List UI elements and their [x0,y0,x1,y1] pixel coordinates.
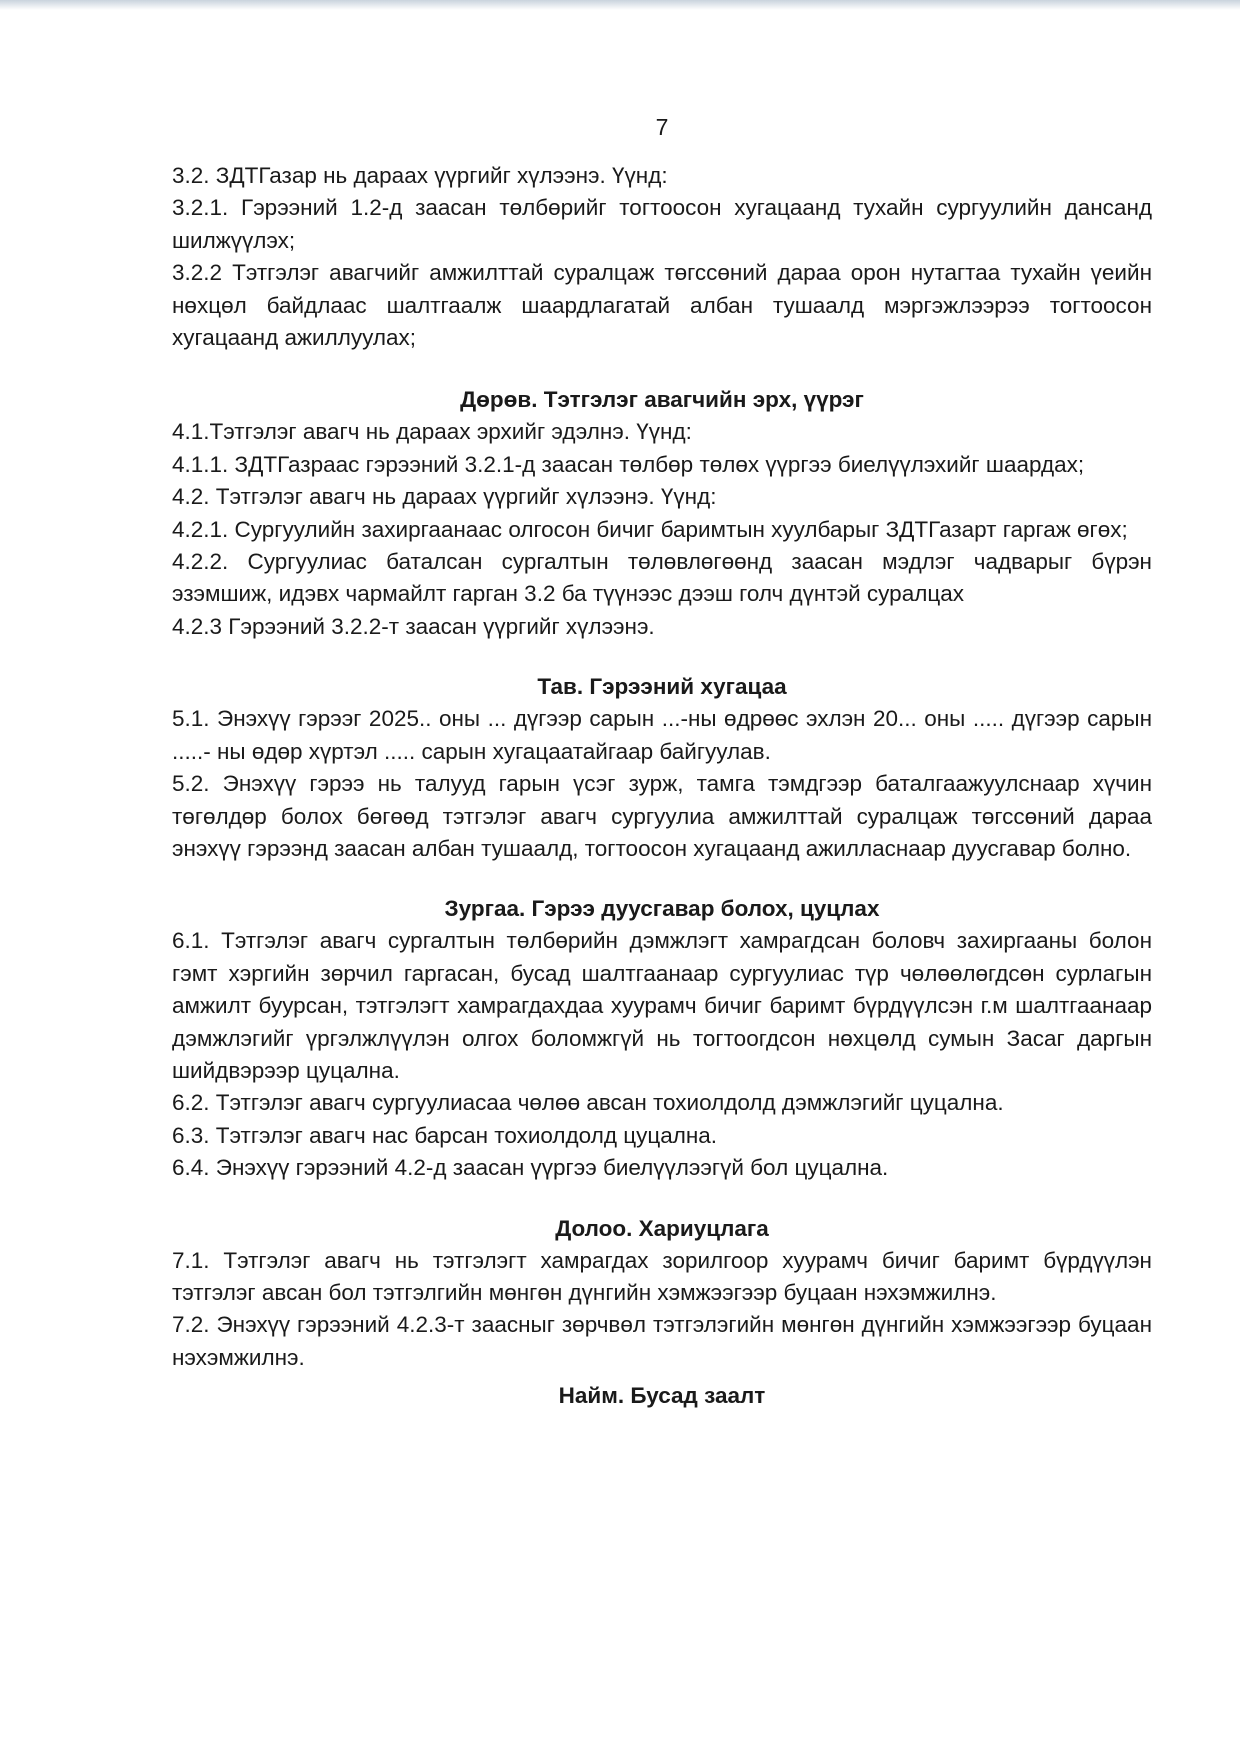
clause-4-2-3: 4.2.3 Гэрээний 3.2.2-т заасан үүргийг хүлээнэ. [172,613,655,639]
section-4 [172,384,1152,643]
clause-7-2: 7.2. Энэхүү гэрээний 4.2.3-т заасныг зөрчвөл тэтгэлэгийн мөнгөн дүнгийн хэмжээгээр буцаан нэхэмжилнэ. [172,1312,1152,1370]
clause-3-2-1: 3.2.1. Гэрээний 1.2-д заасан төлбөрийг тогтоосон хугацаанд тухайн сургуулийн дансанд шилжүүлэх; [172,195,1152,253]
clause-4-2-1: 4.2.1. Сургуулийн захиргаанаас олгосон бичиг баримтын хуулбарыг ЗДТГазарт гаргаж өгөх; [172,516,1128,542]
section-6-heading: Зургаа. Гэрээ дуусгавар болох, цуцлах [444,896,880,922]
section-7-heading: Долоо. Хариуцлага [555,1215,769,1241]
scan-edge [0,0,1240,10]
clause-6-2: 6.2. Тэтгэлэг авагч сургуулиасаа чөлөө авсан тохиолдолд дэмжлэгийг цуцална. [172,1090,1004,1116]
clause-6-4: 6.4. Энэхүү гэрээний 4.2-д заасан үүргээ биелүүлээгүй бол цуцална. [172,1155,889,1181]
section-7 [172,1213,1152,1375]
section-6 [172,893,1152,1184]
clause-7-1: 7.1. Тэтгэлэг авагч нь тэтгэлэгт хамрагдах зорилгоор хуурамч бичиг баримт бүрдүүлэн тэтгэлэг авсан бол тэтгэлгийн мөнгөн дүнгийн хэмжээгээр буцаан нэхэмжилнэ. [172,1247,1152,1305]
clause-5-1: 5.1. Энэхүү гэрээг 2025.. оны ... дүгээр сарын ...-ны өдрөөс эхлэн 20... оны ..... дүгээр сарын .....- ны өдөр хүртэл ..... сарын хугацаатайгаар байгуулав. [172,706,1152,764]
clause-4-2: 4.2. Тэтгэлэг авагч нь дараах үүргийг хүлээнэ. Үүнд: [172,484,717,510]
page-number: 7 [655,114,669,140]
clause-4-1-1: 4.1.1. ЗДТГазраас гэрээний 3.2.1-д заасан төлбөр төлөх үүргээ биелүүлэхийг шаардах; [172,451,1085,477]
document-page [172,112,1152,1412]
section-5-heading: Тав. Гэрээний хугацаа [537,674,787,700]
section-5 [172,671,1152,865]
clause-6-3: 6.3. Тэтгэлэг авагч нас барсан тохиолдолд цуцална. [172,1122,718,1148]
clause-5-2: 5.2. Энэхүү гэрээ нь талууд гарын үсэг зурж, тамга тэмдгээр баталгаажуулснаар хүчин төгөлдөр болох бөгөөд тэтгэлэг авагч сургуулиа амжилттай суралцаж төгссөний дараа энэхүү гэрээнд заасан албан тушаалд, тогтоосон хугацаанд ажилласнаар дуусгавар болно. [172,771,1152,861]
clause-3-2-2: 3.2.2 Тэтгэлэг авагчийг амжилттай суралцаж төгссөний дараа орон нутагтаа тухайн үеийн нөхцөл байдлаас шалтгаалж шаардлагатай албан тушаалд мэргэжлээрээ тогтоосон хугацаанд ажиллуулах; [172,260,1152,351]
section-8 [172,1380,1152,1412]
clause-3-2: 3.2. ЗДТГазар нь дараах үүргийг хүлээнэ. Үүнд: [172,163,668,188]
section-4-heading: Дөрөв. Тэтгэлэг авагчийн эрх, үүрэг [460,387,864,413]
clause-4-1: 4.1.Тэтгэлэг авагч нь дараах эрхийг эдэлнэ. Үүнд: [172,419,692,445]
clause-6-1: 6.1. Тэтгэлэг авагч сургалтын төлбөрийн дэмжлэгт хамрагдсан боловч захиргааны болон гэмт хэргийн зөрчил гаргасан, бусад шалтгаанаар сургуулиас түр чөлөөлөгдсөн сурлагын амжилт буурсан, тэтгэлэгт хамрагдахдаа хуурамч бичиг баримт бүрдүүлсэн г.м шалтгаанаар дэмжлэгийг үргэлжлүүлэн олгох боломжгүй нь тогтоогдсон нөхцөлд сумын Засаг даргын шийдвэрээр цуцална. [172,928,1152,1083]
section-8-heading: Найм. Бусад заалт [558,1383,766,1409]
section-3-continued [172,160,1152,354]
clause-4-2-2: 4.2.2. Сургуулиас баталсан сургалтын төлөвлөгөөнд заасан мэдлэг чадварыг бүрэн эзэмшиж, идэвх чармайлт гарган 3.2 ба түүнээс дээш голч дүнтэй суралцах [172,549,1152,607]
